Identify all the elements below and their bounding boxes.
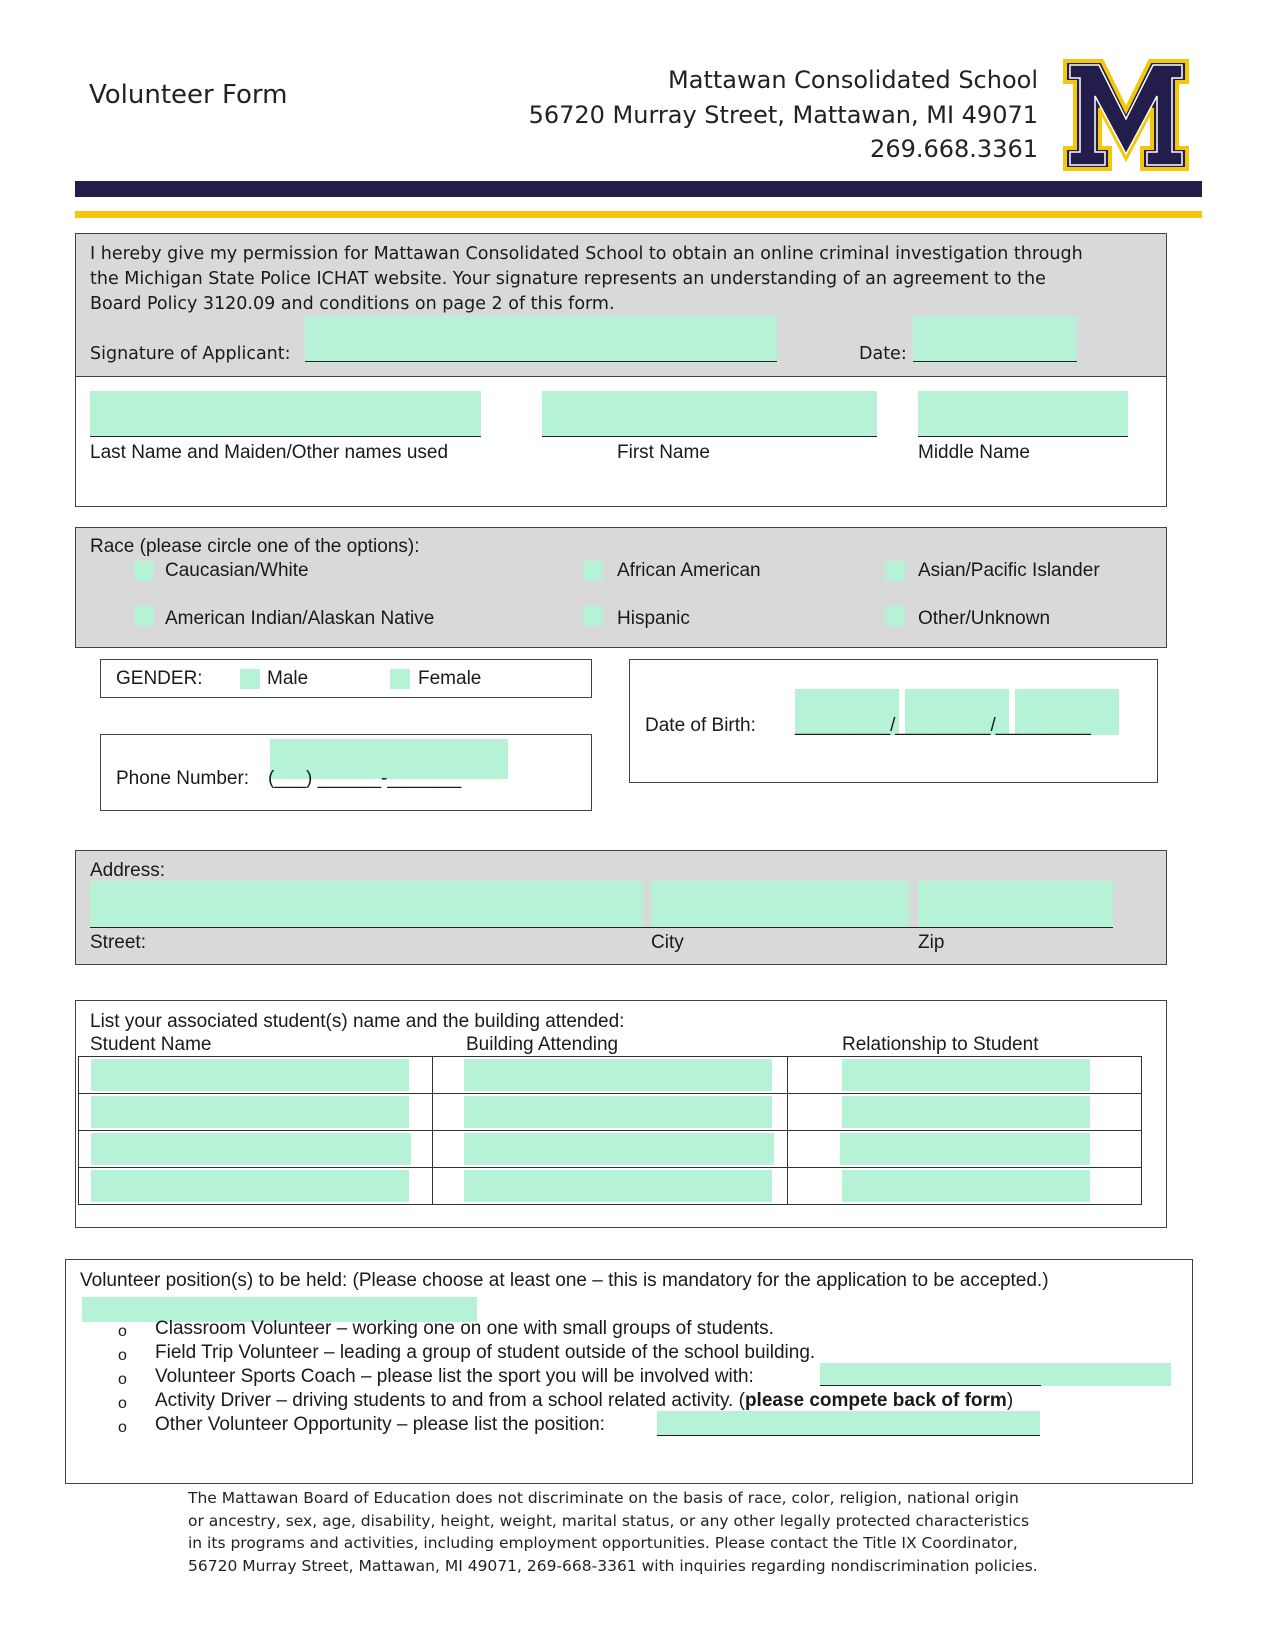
footer-line-2: or ancestry, sex, age, disability, height, weight, marital status, or any other legally protected characteristics [188, 1511, 1030, 1530]
gender-checkbox-female[interactable] [390, 669, 410, 689]
students-prompt: List your associated student(s) name and the building attended: [90, 1011, 625, 1032]
student-name-field-3[interactable] [91, 1133, 411, 1165]
student-name-field-2[interactable] [91, 1096, 409, 1128]
dob-format: _________/_________/_________ [795, 715, 1091, 736]
first-name-field[interactable] [542, 391, 877, 436]
date-label: Date: [859, 344, 907, 364]
building-field-3[interactable] [464, 1133, 774, 1165]
table-row [79, 1094, 1142, 1131]
signature-field[interactable] [305, 316, 777, 363]
race-checkbox-african-american[interactable] [583, 561, 603, 581]
footer-line-3: in its programs and activities, including employment opportunities. Please contact the Title IX Coordinator, [188, 1534, 1018, 1552]
building-field-2[interactable] [464, 1096, 772, 1128]
school-name: Mattawan Consolidated School [668, 66, 1038, 94]
dob-label: Date of Birth: [645, 715, 756, 736]
phone-format: (___) ______-_______ [268, 768, 462, 789]
street-label: Street: [90, 932, 146, 953]
race-option-asian: Asian/Pacific Islander [918, 560, 1100, 581]
zip-field[interactable] [918, 881, 1113, 928]
volunteer-prompt: Volunteer position(s) to be held: (Please choose at least one – this is mandatory for the application to be accepted.) [80, 1270, 1049, 1291]
building-field-4[interactable] [464, 1170, 772, 1202]
relationship-field-1[interactable] [842, 1059, 1090, 1091]
race-option-caucasian: Caucasian/White [165, 560, 309, 581]
race-option-american-indian: American Indian/Alaskan Native [165, 608, 435, 629]
relationship-field-2[interactable] [842, 1096, 1090, 1128]
race-checkbox-american-indian[interactable] [134, 606, 154, 626]
other-position-field[interactable] [657, 1411, 1040, 1436]
middle-name-line [918, 436, 1128, 437]
signature-label: Signature of Applicant: [90, 344, 291, 364]
race-option-other: Other/Unknown [918, 608, 1051, 629]
volunteer-option-driver [155, 1390, 1013, 1412]
sport-field[interactable] [820, 1363, 1171, 1386]
school-logo [1062, 58, 1190, 172]
relationship-field-3[interactable] [840, 1133, 1090, 1165]
student-name-field-1[interactable] [91, 1059, 409, 1091]
relationship-field-4[interactable] [842, 1170, 1090, 1202]
bullet-3: o [118, 1371, 127, 1388]
driver-text-end: ) [1006, 1390, 1014, 1411]
building-field-1[interactable] [464, 1059, 772, 1091]
street-field[interactable] [90, 881, 643, 928]
volunteer-option-sports-coach: Volunteer Sports Coach – please list the sport you will be involved with: [155, 1366, 754, 1387]
address-line [90, 927, 1113, 928]
city-field[interactable] [651, 881, 909, 928]
volunteer-option-classroom: Classroom Volunteer – working one on one with small groups of students. [155, 1318, 774, 1339]
gender-female-label: Female [418, 668, 482, 689]
date-line [913, 361, 1077, 362]
consent-text-line1: I hereby give my permission for Mattawan Consolidated School to obtain an online criminal investigation through [90, 244, 1083, 264]
race-checkbox-other[interactable] [885, 606, 905, 626]
col-student-name: Student Name [90, 1034, 212, 1055]
driver-text: Activity Driver – driving students to and from a school related activity. ( [155, 1390, 745, 1411]
gender-label: GENDER: [116, 668, 203, 689]
col-building: Building Attending [466, 1034, 619, 1055]
race-option-hispanic: Hispanic [617, 608, 690, 629]
signature-line [305, 361, 777, 362]
school-phone: 269.668.3361 [870, 135, 1038, 163]
gender-checkbox-male[interactable] [240, 669, 260, 689]
driver-bold-note: please compete back of form [744, 1390, 1007, 1411]
last-name-label: Last Name and Maiden/Other names used [90, 442, 449, 463]
consent-text-line2: the Michigan State Police ICHAT website. Your signature represents an understanding of an agreement to the [90, 269, 1046, 289]
bullet-4: o [118, 1395, 127, 1412]
race-checkbox-asian[interactable] [885, 561, 905, 581]
table-row [79, 1168, 1142, 1205]
phone-label: Phone Number: [116, 768, 250, 789]
middle-name-field[interactable] [918, 391, 1128, 436]
address-label: Address: [90, 860, 165, 881]
nondiscrimination-notice [188, 1487, 1038, 1577]
volunteer-option-field-trip: Field Trip Volunteer – leading a group of student outside of the school building. [155, 1342, 816, 1363]
header-navy-bar [75, 181, 1202, 197]
students-table [78, 1056, 1142, 1205]
bullet-1: o [118, 1323, 127, 1340]
school-address: 56720 Murray Street, Mattawan, MI 49071 [528, 101, 1038, 129]
student-name-field-4[interactable] [91, 1170, 409, 1202]
race-checkbox-hispanic[interactable] [583, 606, 603, 626]
volunteer-option-other: Other Volunteer Opportunity – please list the position: [155, 1414, 605, 1435]
first-name-line [542, 436, 877, 437]
bullet-5: o [118, 1419, 127, 1436]
header-gold-bar [75, 211, 1202, 218]
consent-text-line3: Board Policy 3120.09 and conditions on page 2 of this form. [90, 294, 615, 314]
date-field[interactable] [913, 316, 1077, 363]
first-name-label: First Name [617, 442, 710, 463]
other-position-line [657, 1435, 1040, 1436]
zip-label: Zip [918, 932, 945, 953]
city-label: City [651, 932, 684, 953]
last-name-field[interactable] [90, 391, 481, 436]
race-option-african-american: African American [617, 560, 761, 581]
race-prompt: Race (please circle one of the options): [90, 536, 420, 557]
form-title: Volunteer Form [89, 80, 288, 110]
bullet-2: o [118, 1347, 127, 1364]
gender-male-label: Male [267, 668, 309, 689]
table-row [79, 1057, 1142, 1094]
footer-line-4: 56720 Murray Street, Mattawan, MI 49071, 269-668-3361 with inquiries regarding nondiscrimination policies. [188, 1556, 1038, 1575]
sport-line [820, 1385, 1041, 1386]
table-row [79, 1131, 1142, 1168]
race-checkbox-caucasian[interactable] [134, 561, 154, 581]
middle-name-label: Middle Name [918, 442, 1030, 463]
col-relationship: Relationship to Student [842, 1034, 1039, 1055]
footer-line-1: The Mattawan Board of Education does not discriminate on the basis of race, color, religion, national origin [188, 1489, 1019, 1507]
last-name-line [90, 436, 481, 437]
